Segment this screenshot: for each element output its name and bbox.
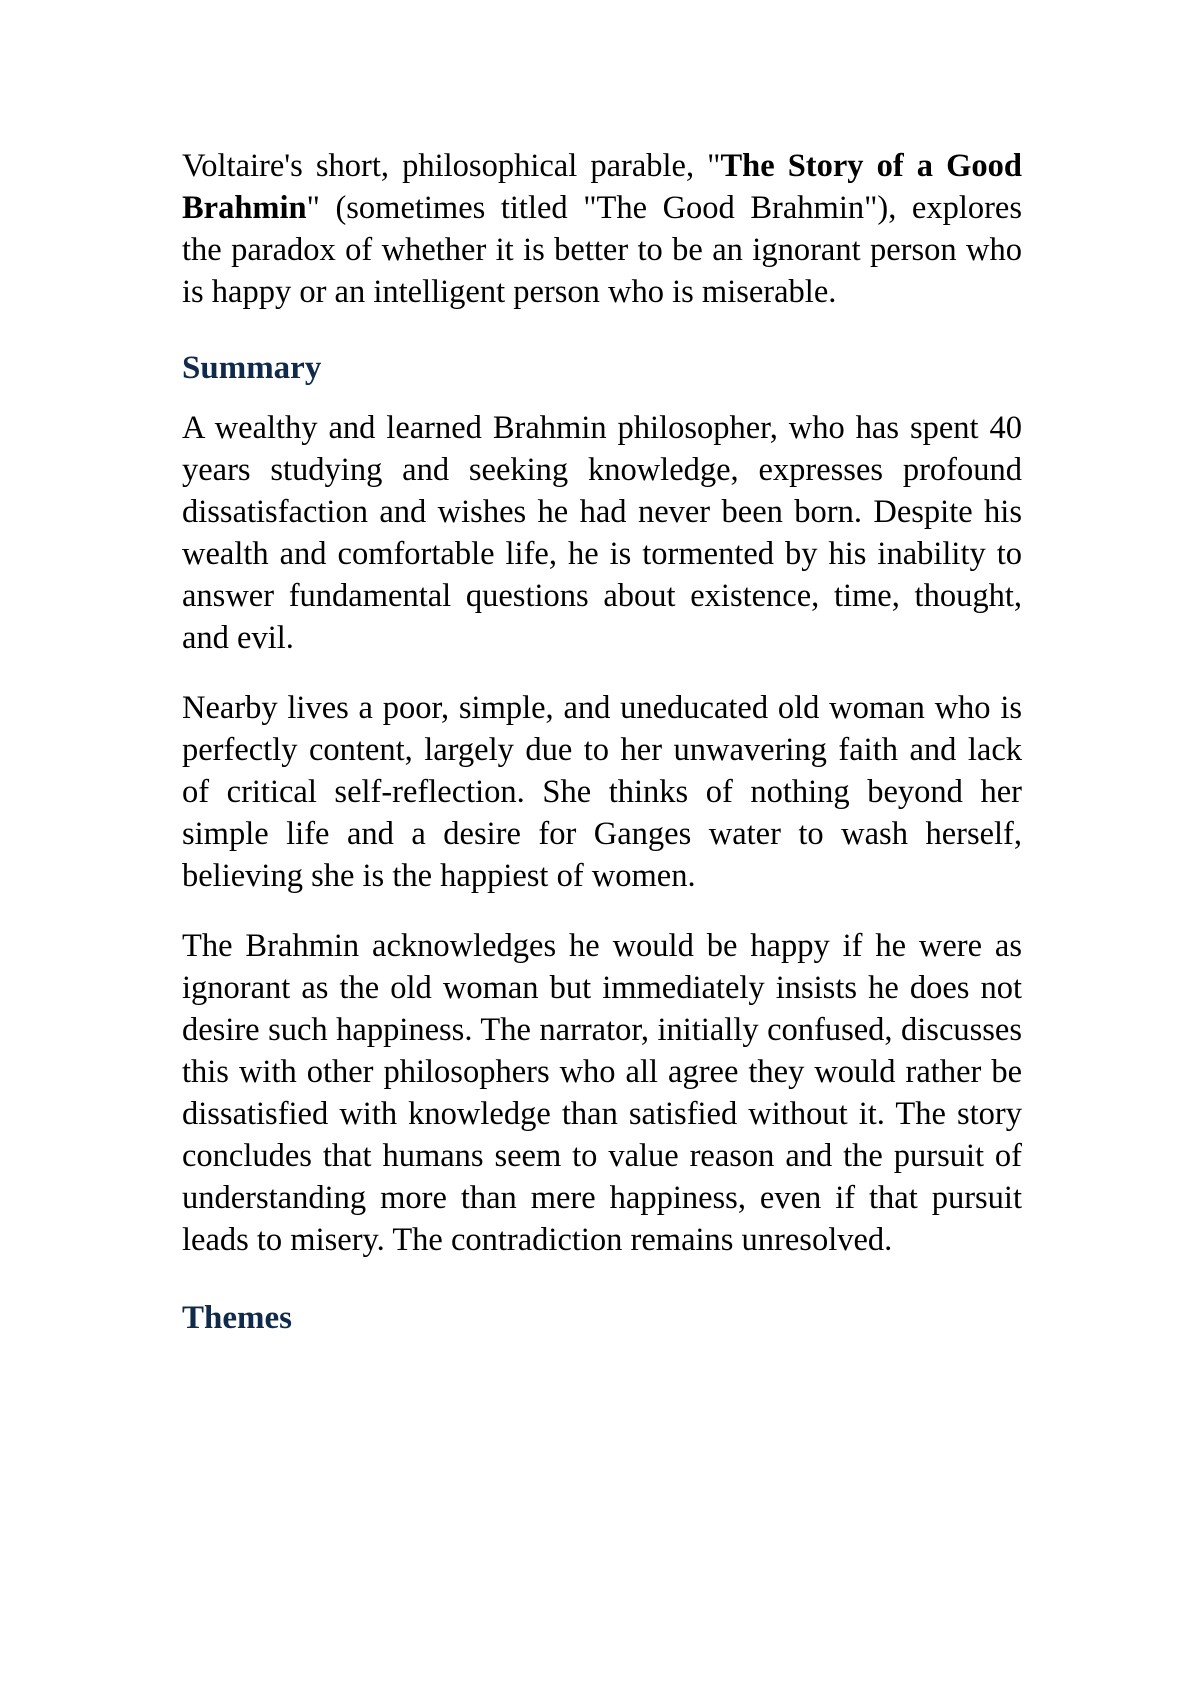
intro-text-start: Voltaire's short, philosophical parable, " xyxy=(182,148,721,184)
summary-paragraph-2: Nearby lives a poor, simple, and uneducated old woman who is perfectly content, largely due to her unwavering faith and lack of critical self-reflection. She thinks of nothing beyond her simple life and a desire for Ganges water to wash herself, believing she is the happiest of women. xyxy=(182,690,1022,894)
summary-paragraph-3: The Brahmin acknowledges he would be happy if he were as ignorant as the old woman but immediately insists he does not desire such happiness. The narrator, initially confused, discusses this with other philosophers who all agree they would rather be dissatisfied with knowledge than satisfied without it. The story concludes that humans seem to value reason and the pursuit of understanding more than mere happiness, even if that pursuit leads to misery. The contradiction remains unresolved. xyxy=(182,928,1022,1258)
summary-heading: Summary xyxy=(182,350,322,386)
intro-text-end: " (sometimes titled "The Good Brahmin"), explores the paradox of whether it is better to be an ignorant person who is happy or an intelligent person who is miserable. xyxy=(182,190,1022,310)
summary-paragraph-1: A wealthy and learned Brahmin philosopher, who has spent 40 years studying and seeking knowledge, expresses profound dissatisfaction and wishes he had never been born. Despite his wealth and comfortable life, he is tormented by his inability to answer fundamental questions about existence, time, thought, and evil. xyxy=(182,410,1022,656)
story-title: The Story of a Good Brahmin xyxy=(182,148,1022,226)
document-body xyxy=(182,145,1022,1357)
intro-paragraph xyxy=(182,145,1022,313)
themes-heading: Themes xyxy=(182,1300,292,1336)
